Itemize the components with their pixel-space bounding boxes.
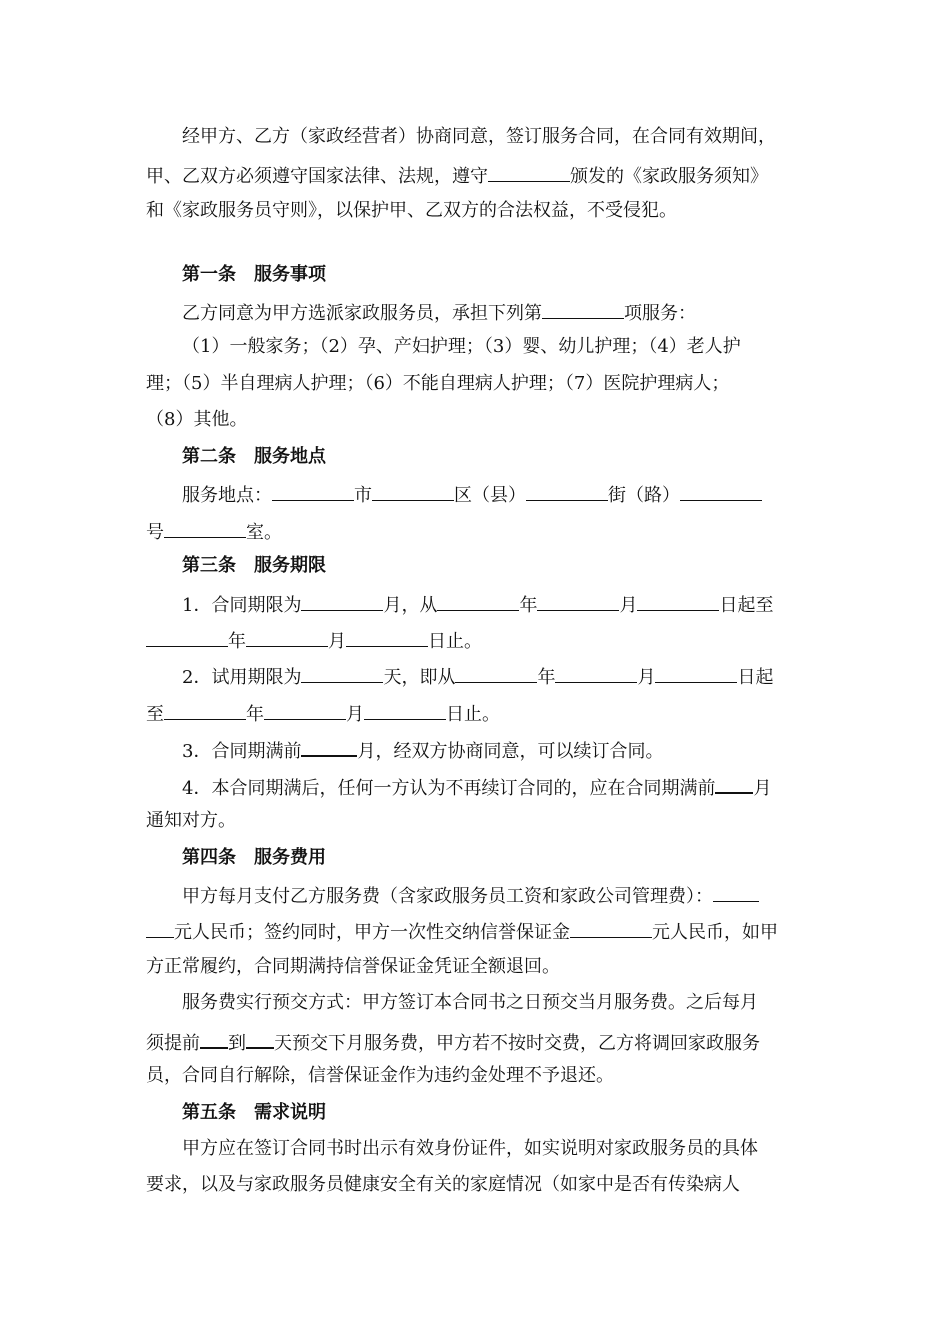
blank-issuer[interactable] [488, 163, 570, 182]
blank-trial-end-year[interactable] [164, 701, 246, 720]
text: 街（路） [608, 485, 680, 506]
text: 日起至 [719, 595, 774, 616]
text: 乙方同意为甲方选派家政服务员，承担下列第 [182, 303, 542, 324]
article-1-heading [182, 264, 950, 286]
heading-text: 第五条 需求说明 [182, 1102, 326, 1123]
blank-district[interactable] [372, 482, 454, 501]
blank-renew-months[interactable] [301, 737, 357, 757]
text: 月 [619, 595, 638, 616]
article-1-line-2 [182, 336, 950, 358]
article-4-p1-line-1 [182, 883, 950, 908]
article-4-p2-line-3 [146, 1065, 950, 1087]
blank-term-months[interactable] [301, 592, 383, 611]
text: 服务费实行预交方式：甲方签订本合同书之日预交当月服务费。之后每月 [182, 992, 758, 1013]
article-4-p1-line-2 [146, 919, 950, 944]
blank-prepay-from[interactable] [200, 1029, 228, 1049]
text: 甲、乙双方必须遵守国家法律、法规，遵守 [146, 166, 488, 187]
blank-trial-days[interactable] [301, 664, 383, 683]
blank-trial-start-day[interactable] [655, 664, 737, 683]
heading-text: 第一条 服务事项 [182, 264, 326, 285]
article-2-line-1 [182, 482, 950, 507]
text: 室。 [246, 522, 282, 543]
blank-monthly-fee-part-2[interactable] [146, 919, 174, 938]
article-4-p2-line-1 [182, 992, 950, 1014]
article-3-item-2-line-2 [146, 701, 950, 726]
text: 天，即从 [383, 667, 456, 688]
blank-end-month[interactable] [246, 628, 328, 647]
text: 员，合同自行解除，信誉保证金作为违约金处理不予退还。 [146, 1065, 614, 1086]
blank-deposit[interactable] [570, 919, 652, 938]
text: 日起 [737, 667, 774, 688]
text: 区（县） [454, 485, 526, 506]
text: 理；（5）半自理病人护理；（6）不能自理病人护理；（7）医院护理病人； [146, 373, 730, 394]
preamble-line-3 [146, 200, 950, 222]
text: 年 [537, 667, 556, 688]
text: 4．本合同期满后，任何一方认为不再续订合同的，应在合同期满前 [182, 778, 716, 799]
preamble-line-1 [182, 126, 950, 148]
text: 元人民币，如甲 [652, 922, 778, 943]
article-4-heading [182, 847, 950, 869]
blank-room[interactable] [164, 519, 246, 538]
text: 元人民币；签约同时，甲方一次性交纳信誉保证金 [174, 922, 570, 943]
text: 1．合同期限为 [182, 595, 302, 616]
text: （1）一般家务；（2）孕、产妇护理；（3）婴、幼儿护理；（4）老人护 [182, 336, 741, 357]
text: 年 [246, 704, 264, 725]
text: 号 [146, 522, 164, 543]
text: 方正常履约，合同期满持信誉保证金凭证全额退回。 [146, 956, 560, 977]
article-1-line-1 [182, 300, 950, 325]
blank-start-month[interactable] [537, 592, 619, 611]
text: 服务地点： [182, 485, 272, 506]
text: 年 [519, 595, 538, 616]
text: 天预交下月服务费，甲方若不按时交费，乙方将调回家政服务 [274, 1033, 760, 1054]
blank-city[interactable] [272, 482, 354, 501]
heading-text: 第四条 服务费用 [182, 847, 326, 868]
text: 日止。 [428, 631, 482, 652]
article-3-item-3 [182, 737, 950, 763]
text: 月 [346, 704, 364, 725]
heading-text: 第二条 服务地点 [182, 446, 326, 467]
article-4-p2-line-2 [146, 1029, 950, 1055]
article-3-item-1-line-1 [182, 592, 950, 617]
text: 要求，以及与家政服务员健康安全有关的家庭情况（如家中是否有传染病人 [146, 1174, 740, 1195]
blank-start-year[interactable] [437, 592, 519, 611]
article-4-p1-line-3 [146, 956, 950, 978]
article-3-heading [182, 555, 950, 577]
blank-service-item[interactable] [542, 300, 624, 319]
blank-start-day[interactable] [637, 592, 719, 611]
blank-trial-start-year[interactable] [455, 664, 537, 683]
text: 经甲方、乙方（家政经营者）协商同意，签订服务合同，在合同有效期间， [182, 126, 776, 147]
text: 3．合同期满前 [182, 741, 302, 762]
text: 月 [328, 631, 346, 652]
heading-text: 第三条 服务期限 [182, 555, 326, 576]
blank-trial-end-month[interactable] [264, 701, 346, 720]
article-5-line-2 [146, 1174, 950, 1196]
text: 到 [228, 1033, 246, 1054]
article-3-item-4-line-2 [146, 810, 950, 832]
preamble-line-2 [146, 163, 950, 188]
article-3-item-4-line-1 [182, 774, 950, 800]
blank-trial-end-day[interactable] [364, 701, 446, 720]
text: 至 [146, 704, 164, 725]
text: 月 [753, 778, 772, 799]
text: 和《家政服务员守则》，以保护甲、乙双方的合法权益，不受侵犯。 [146, 200, 677, 221]
text: 日止。 [446, 704, 500, 725]
blank-number[interactable] [680, 482, 762, 501]
text: 甲方应在签订合同书时出示有效身份证件，如实说明对家政服务员的具体 [182, 1138, 758, 1159]
text: 项服务： [624, 303, 696, 324]
text: 月，从 [383, 595, 438, 616]
blank-notice-months[interactable] [715, 774, 753, 794]
text: 颁发的《家政服务须知》 [570, 166, 768, 187]
text: 2．试用期限为 [182, 667, 302, 688]
blank-trial-start-month[interactable] [555, 664, 637, 683]
text: 通知对方。 [146, 810, 236, 831]
article-1-line-4 [146, 409, 950, 431]
article-3-item-1-line-2 [146, 628, 950, 653]
article-2-heading [182, 446, 950, 468]
blank-end-year[interactable] [146, 628, 228, 647]
text: 须提前 [146, 1033, 200, 1054]
article-2-line-2 [146, 519, 950, 544]
text: 年 [228, 631, 246, 652]
blank-end-day[interactable] [346, 628, 428, 647]
article-3-item-2-line-1 [182, 664, 950, 689]
blank-prepay-to[interactable] [246, 1029, 274, 1049]
text: 月 [637, 667, 656, 688]
text: 市 [354, 485, 372, 506]
article-5-heading [182, 1102, 950, 1124]
text: （8）其他。 [146, 409, 248, 430]
article-1-line-3 [146, 373, 950, 395]
blank-street[interactable] [526, 482, 608, 501]
article-5-line-1 [182, 1138, 950, 1160]
text: 甲方每月支付乙方服务费（含家政服务员工资和家政公司管理费）： [182, 886, 713, 907]
blank-monthly-fee-part-1[interactable] [713, 883, 759, 902]
text: 月，经双方协商同意，可以续订合同。 [357, 741, 664, 762]
